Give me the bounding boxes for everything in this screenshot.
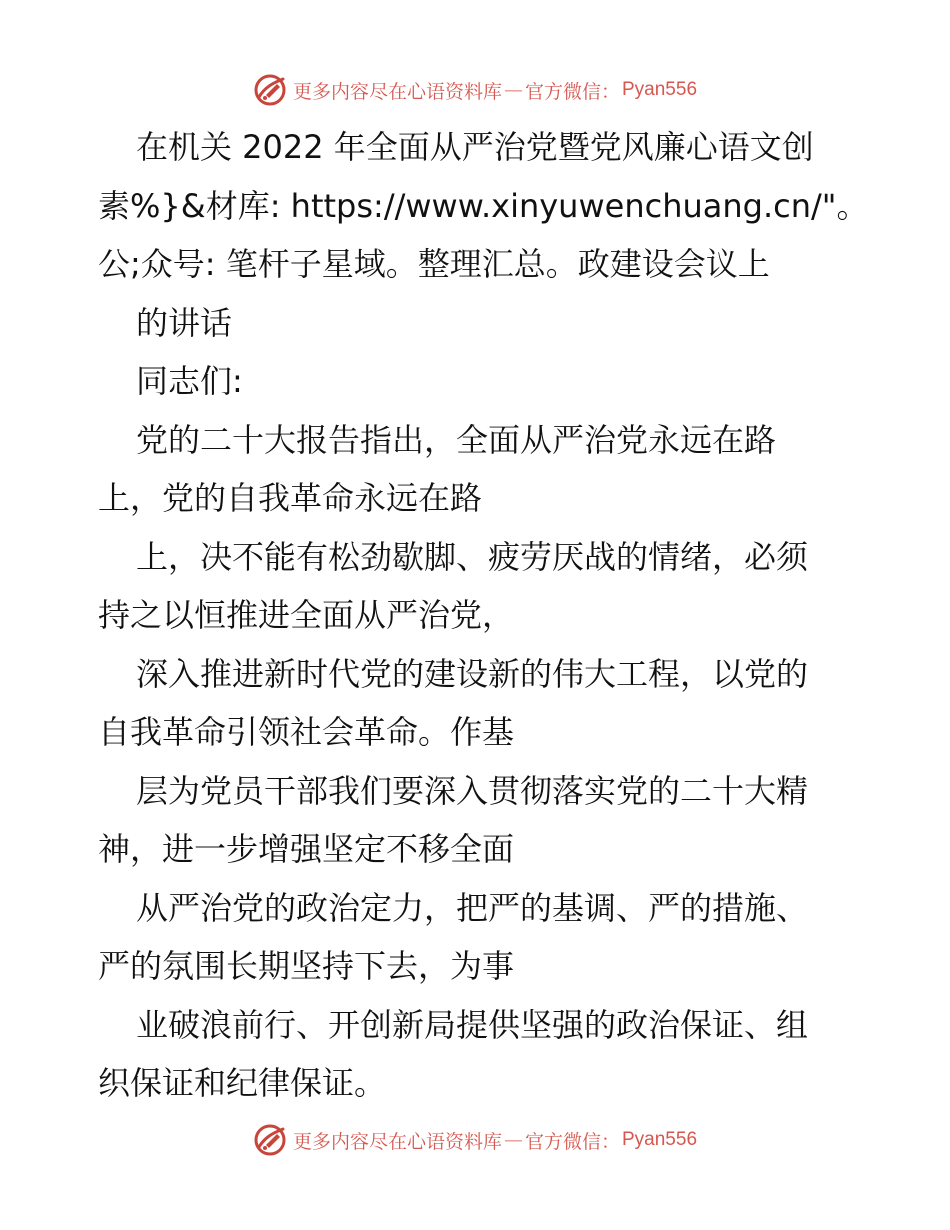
text-line: 神，进一步增强坚定不移全面 [98, 830, 515, 868]
banner-main-text: 更多内容尽在心语资料库 [292, 1130, 502, 1153]
text-line: 的讲话 [136, 303, 233, 342]
banner-wechat-label: 官方微信： [524, 1130, 620, 1153]
banner-separator: — [503, 1129, 523, 1151]
brand-logo-icon [253, 1123, 287, 1157]
text-line: 织保证和纪律保证。 [98, 1064, 387, 1102]
text-line: 素%}&材库: https://www.xinyuwenchuang.cn/"。 [98, 186, 869, 225]
text-line: 同志们: [136, 362, 243, 400]
text-line: 公;众号: 笔杆子星域。整理汇总。政建设会议上 [98, 245, 770, 283]
text-line: 自我革命引领社会革命。作基 [98, 713, 515, 751]
text-line: 持之以恒推进全面从严治党， [98, 596, 515, 634]
banner-wechat-label: 官方微信： [524, 80, 620, 103]
text-line: 从严治党的政治定力，把严的基调、严的措施、 [136, 888, 809, 927]
text-line: 上，党的自我革命永远在路 [98, 479, 483, 517]
document-body [98, 118, 869, 1113]
text-line: 党的二十大报告指出，全面从严治党永远在路 [136, 420, 777, 459]
header-watermark-banner [0, 70, 950, 110]
banner-wechat-id: Pyan556 [622, 1129, 698, 1150]
footer-watermark-banner [0, 1120, 950, 1160]
text-line: 在机关 2022 年全面从严治党暨党风廉心语文创 [136, 128, 814, 166]
text-line: 业破浪前行、开创新局提供坚强的政治保证、组 [136, 1005, 809, 1044]
text-line: 严的氛围长期坚持下去，为事 [98, 947, 515, 985]
banner-main-text: 更多内容尽在心语资料库 [292, 80, 502, 103]
text-line: 层为党员干部我们要深入贯彻落实党的二十大精 [136, 771, 809, 810]
text-line: 深入推进新时代党的建设新的伟大工程，以党的 [136, 654, 809, 693]
banner-wechat-id: Pyan556 [622, 79, 698, 100]
banner-separator: — [503, 79, 523, 101]
text-line: 上，决不能有松劲歇脚、疲劳厌战的情绪，必须 [136, 537, 809, 576]
brand-logo-icon [253, 73, 287, 107]
